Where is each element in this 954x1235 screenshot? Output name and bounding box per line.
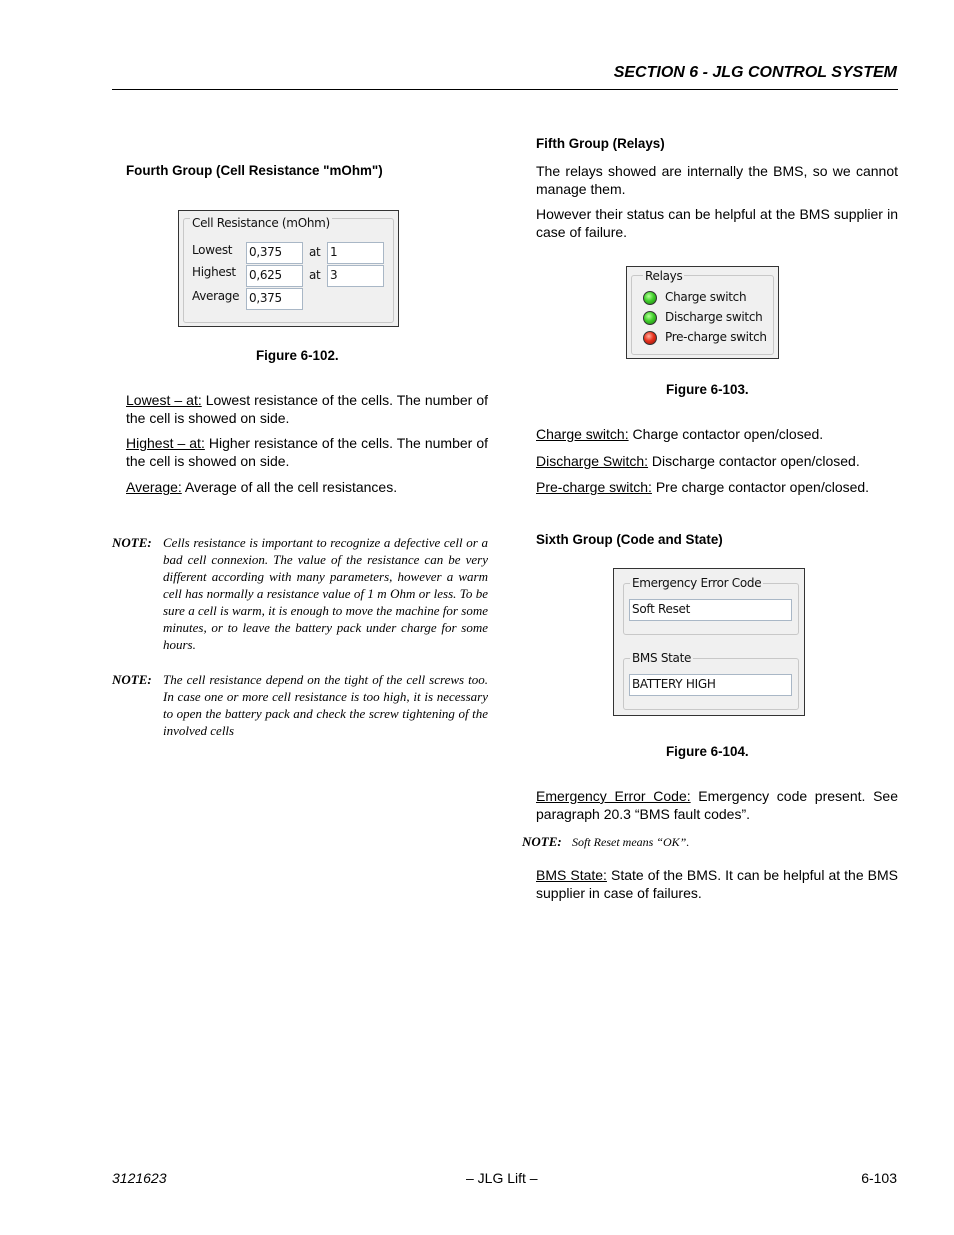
pre-charge-switch-definition — [536, 479, 898, 497]
section-title: SECTION 6 - JLG CONTROL SYSTEM — [613, 64, 897, 81]
note-1-text: Cells resistance is important to recognize a defective cell or a bad cell connexion. The value of the resistance can be very different according with many parameters, however a warm cell has normally a resistance value of 1 m Ohm or less. To be sure a cell is warm, it is enough to move the machine for some minutes, or to leave the battery pack under charge for some hours. — [163, 535, 488, 652]
emergency-error-code-definition — [536, 788, 898, 823]
note-2-label: NOTE: — [112, 672, 152, 687]
emergency-error-code-description: Emergency code present. See paragraph 20.3 “BMS fault codes”. — [536, 788, 898, 822]
bms-state-description: State of the BMS. It can be helpful at the BMS supplier in case of failures. — [536, 867, 898, 901]
footer-center: – JLG Lift – — [466, 1170, 538, 1186]
pre-charge-switch-term: Pre-charge switch: — [536, 479, 652, 495]
discharge-switch-description: Discharge contactor open/closed. — [648, 453, 860, 469]
lowest-label: Lowest — [192, 243, 233, 257]
highest-term: Highest – at: — [126, 435, 205, 451]
note-3-text: Soft Reset means “OK”. — [572, 835, 690, 849]
discharge-switch-status-icon — [643, 311, 657, 325]
header-rule — [112, 89, 898, 90]
relays-paragraph-1: The relays showed are internally the BMS, so we cannot manage them. — [536, 163, 898, 197]
discharge-switch-term: Discharge Switch: — [536, 453, 649, 469]
charge-switch-definition — [536, 426, 898, 444]
bms-state-field: BATTERY HIGH — [629, 674, 792, 696]
figure-102-caption: Figure 6-102. — [256, 348, 339, 363]
highest-value-field: 0,625 — [246, 265, 303, 287]
sixth-group-heading: Sixth Group (Code and State) — [536, 532, 723, 547]
note-1-label: NOTE: — [112, 535, 152, 550]
average-value-field: 0,375 — [246, 288, 303, 310]
lowest-description: Lowest resistance of the cells. The number of the cell is showed on side. — [126, 392, 488, 426]
figure-104-caption: Figure 6-104. — [666, 744, 749, 759]
relays-paragraph-2: However their status can be helpful at the BMS supplier in case of failure. — [536, 206, 898, 240]
emergency-error-code-term: Emergency Error Code: — [536, 788, 691, 804]
footer-page-number: 6-103 — [861, 1170, 897, 1186]
highest-definition — [126, 435, 488, 470]
note-3-label: NOTE: — [522, 834, 562, 849]
bms-state-term: BMS State: — [536, 867, 607, 883]
highest-description: Higher resistance of the cells. The number of the cell is showed on side. — [126, 435, 488, 469]
relays-group-title: Relays — [645, 269, 683, 283]
cell-resistance-group-title: Cell Resistance (mOhm) — [192, 216, 330, 230]
charge-switch-label: Charge switch — [665, 290, 747, 304]
footer-doc-number: 3121623 — [112, 1170, 167, 1186]
average-term: Average: — [126, 479, 182, 495]
highest-label: Highest — [192, 265, 236, 279]
fifth-group-heading: Fifth Group (Relays) — [536, 136, 665, 151]
relays-figure — [626, 266, 779, 359]
pre-charge-switch-description: Pre charge contactor open/closed. — [651, 479, 870, 495]
discharge-switch-label: Discharge switch — [665, 310, 763, 324]
emergency-error-code-title: Emergency Error Code — [632, 576, 762, 590]
bms-state-definition — [536, 867, 898, 902]
lowest-definition — [126, 392, 488, 427]
average-description: Average of all the cell resistances. — [181, 479, 398, 495]
lowest-at-label: at — [309, 245, 321, 259]
code-state-figure — [613, 568, 805, 716]
charge-switch-status-icon — [643, 291, 657, 305]
bms-state-title: BMS State — [632, 651, 692, 665]
discharge-switch-definition — [536, 453, 898, 471]
cell-resistance-figure — [178, 210, 399, 327]
emergency-error-code-field: Soft Reset — [629, 599, 792, 621]
figure-103-caption: Figure 6-103. — [666, 382, 749, 397]
average-label: Average — [192, 289, 240, 303]
charge-switch-term: Charge switch: — [536, 426, 629, 442]
highest-at-label: at — [309, 268, 321, 282]
charge-switch-description: Charge contactor open/closed. — [628, 426, 824, 442]
lowest-cell-field: 1 — [327, 242, 384, 264]
pre-charge-switch-label: Pre-charge switch — [665, 330, 767, 344]
average-definition — [126, 479, 488, 497]
fourth-group-heading: Fourth Group (Cell Resistance "mOhm") — [126, 163, 383, 178]
highest-cell-field: 3 — [327, 265, 384, 287]
lowest-term: Lowest – at: — [126, 392, 202, 408]
note-2-text: The cell resistance depend on the tight of the cell screws too. In case one or more cell resistance is too high, it is necessary to open the battery pack and check the screw tightening of the involved cells — [163, 672, 488, 738]
pre-charge-switch-status-icon — [643, 331, 657, 345]
lowest-value-field: 0,375 — [246, 242, 303, 264]
